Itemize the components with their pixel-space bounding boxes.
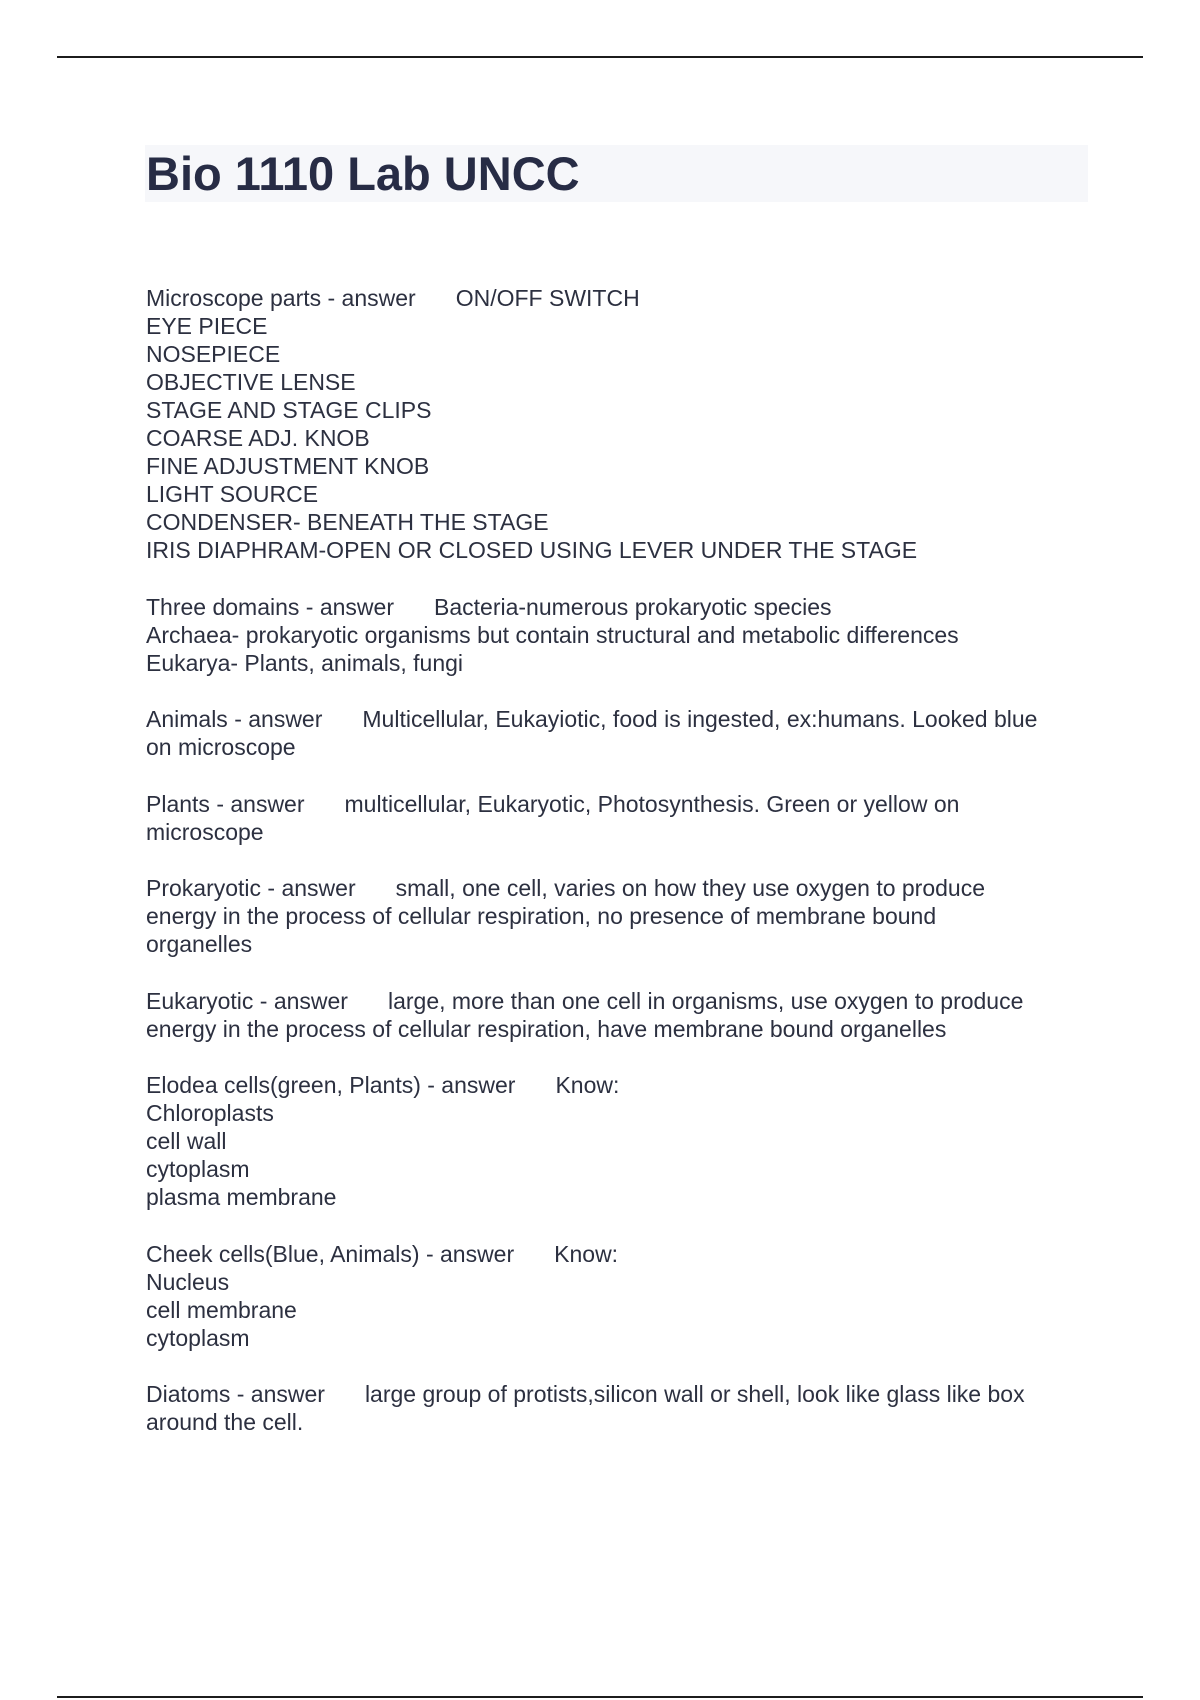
entry-answer-line: cytoplasm — [146, 1156, 250, 1182]
entry-answer-line: Eukarya- Plants, animals, fungi — [146, 649, 464, 676]
entry-answer: Bacteria-numerous prokaryotic species — [434, 593, 832, 620]
entry-answer: small, one cell, varies on how they use oxygen to produce — [395, 875, 986, 901]
entry-term: Eukaryotic - answer — [146, 987, 348, 1014]
flashcard-list — [146, 284, 1091, 1465]
entry-answer-line: plasma membrane — [146, 1184, 337, 1210]
entry-answer-line: Archaea- prokaryotic organisms but contain structural and metabolic differences — [146, 621, 959, 648]
entry-first-line — [146, 1240, 1091, 1268]
entry-answer: large group of protists,silicon wall or shell, look like glass like box — [364, 1381, 1025, 1407]
flashcard-entry — [146, 987, 1091, 1043]
entry-term: Cheek cells(Blue, Animals) - answer — [146, 1240, 515, 1267]
entry-first-line — [146, 1380, 1091, 1408]
entry-first-line — [146, 987, 1091, 1015]
entry-answer-line: CONDENSER- BENEATH THE STAGE — [146, 509, 549, 535]
entry-answer-line: OBJECTIVE LENSE — [146, 369, 356, 395]
entry-first-line — [146, 593, 1091, 621]
entry-answer: ON/OFF SWITCH — [455, 285, 640, 311]
entry-term: Prokaryotic - answer — [146, 875, 356, 901]
entry-answer-line: Nucleus — [146, 1268, 230, 1295]
flashcard-entry — [146, 705, 1091, 761]
flashcard-entry — [146, 593, 1091, 677]
entry-term: Animals - answer — [146, 706, 323, 732]
flashcard-entry — [146, 1380, 1091, 1436]
flashcard-entry — [146, 1071, 1091, 1211]
entry-answer-line: NOSEPIECE — [146, 341, 281, 367]
entry-first-line — [146, 705, 1091, 733]
entry-first-line — [146, 790, 1091, 818]
entry-answer-line: on microscope — [146, 734, 296, 760]
document-title: Bio 1110 Lab UNCC — [146, 147, 580, 200]
entry-answer-line: energy in the process of cellular respiration, no presence of membrane bound — [146, 903, 937, 929]
entry-term: Plants - answer — [146, 790, 305, 817]
entry-term: Elodea cells(green, Plants) - answer — [146, 1072, 516, 1098]
flashcard-entry — [146, 874, 1091, 958]
entry-term: Diatoms - answer — [146, 1381, 325, 1407]
entry-answer-line: STAGE AND STAGE CLIPS — [146, 397, 432, 423]
entry-answer-line: microscope — [146, 818, 264, 845]
entry-term: Three domains - answer — [146, 593, 394, 620]
bottom-rule — [57, 1696, 1143, 1698]
entry-term: Microscope parts - answer — [146, 285, 416, 311]
entry-first-line — [146, 874, 1091, 902]
entry-answer: Multicellular, Eukayiotic, food is ingested, ex:humans. Looked blue — [362, 706, 1038, 732]
entry-first-line — [146, 284, 1091, 312]
entry-answer-line: Chloroplasts — [146, 1100, 274, 1126]
entry-answer-line: cytoplasm — [146, 1324, 250, 1351]
entry-answer-line: organelles — [146, 931, 253, 957]
entry-answer-line: IRIS DIAPHRAM-OPEN OR CLOSED USING LEVER UNDER THE STAGE — [146, 537, 918, 563]
entry-answer-line: cell membrane — [146, 1296, 297, 1323]
entry-answer-line: energy in the process of cellular respiration, have membrane bound organelles — [146, 1015, 947, 1042]
entry-answer: Know: — [555, 1072, 620, 1098]
entry-answer-line: FINE ADJUSTMENT KNOB — [146, 453, 430, 479]
top-rule — [57, 56, 1143, 58]
flashcard-entry — [146, 284, 1091, 564]
entry-answer-line: COARSE ADJ. KNOB — [146, 425, 370, 451]
entry-answer-line: LIGHT SOURCE — [146, 481, 319, 507]
entry-answer: large, more than one cell in organisms, use oxygen to produce — [387, 987, 1024, 1014]
entry-answer-line: around the cell. — [146, 1409, 304, 1435]
entry-answer-line: cell wall — [146, 1128, 227, 1154]
entry-answer: multicellular, Eukaryotic, Photosynthesis. Green or yellow on — [344, 790, 960, 817]
entry-answer-line: EYE PIECE — [146, 313, 268, 339]
flashcard-entry — [146, 790, 1091, 846]
entry-first-line — [146, 1071, 1091, 1099]
flashcard-entry — [146, 1240, 1091, 1352]
entry-answer: Know: — [554, 1240, 619, 1267]
